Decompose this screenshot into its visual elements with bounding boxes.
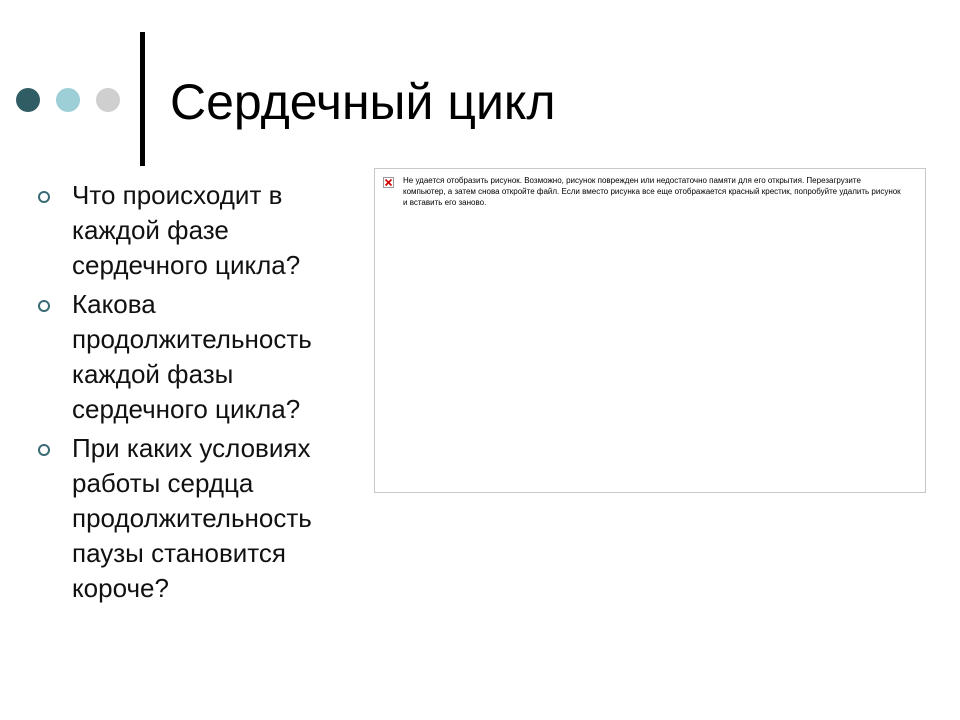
bullet-circle-icon bbox=[38, 191, 50, 203]
title-divider bbox=[140, 32, 145, 166]
bullet-item bbox=[38, 287, 368, 427]
bullet-text: Какова продолжительность каждой фазы сердечного цикла? bbox=[72, 289, 312, 424]
dot-teal bbox=[56, 88, 80, 112]
broken-image-icon bbox=[383, 177, 394, 188]
broken-image-frame bbox=[374, 168, 926, 493]
bullet-text: Что происходит в каждой фазе сердечного цикла? bbox=[72, 180, 301, 280]
bullet-item bbox=[38, 178, 368, 283]
bullet-circle-icon bbox=[38, 444, 50, 456]
slide-title: Сердечный цикл bbox=[170, 74, 556, 130]
bullet-text: При каких условиях работы сердца продолжительность паузы становится короче? bbox=[72, 433, 312, 603]
bullet-item bbox=[38, 431, 368, 606]
dot-gray bbox=[96, 88, 120, 112]
bullet-circle-icon bbox=[38, 300, 50, 312]
broken-image-message: Не удается отобразить рисунок. Возможно, рисунок поврежден или недостаточно памяти для его открытия. Перезагрузите компьютер, а затем снова откройте файл. Если вместо рисунка все еще отображается красный крестик, попробуйте удалить рисунок и вставить его заново. bbox=[403, 176, 901, 207]
dot-dark bbox=[16, 88, 40, 112]
bullet-list bbox=[38, 178, 368, 610]
